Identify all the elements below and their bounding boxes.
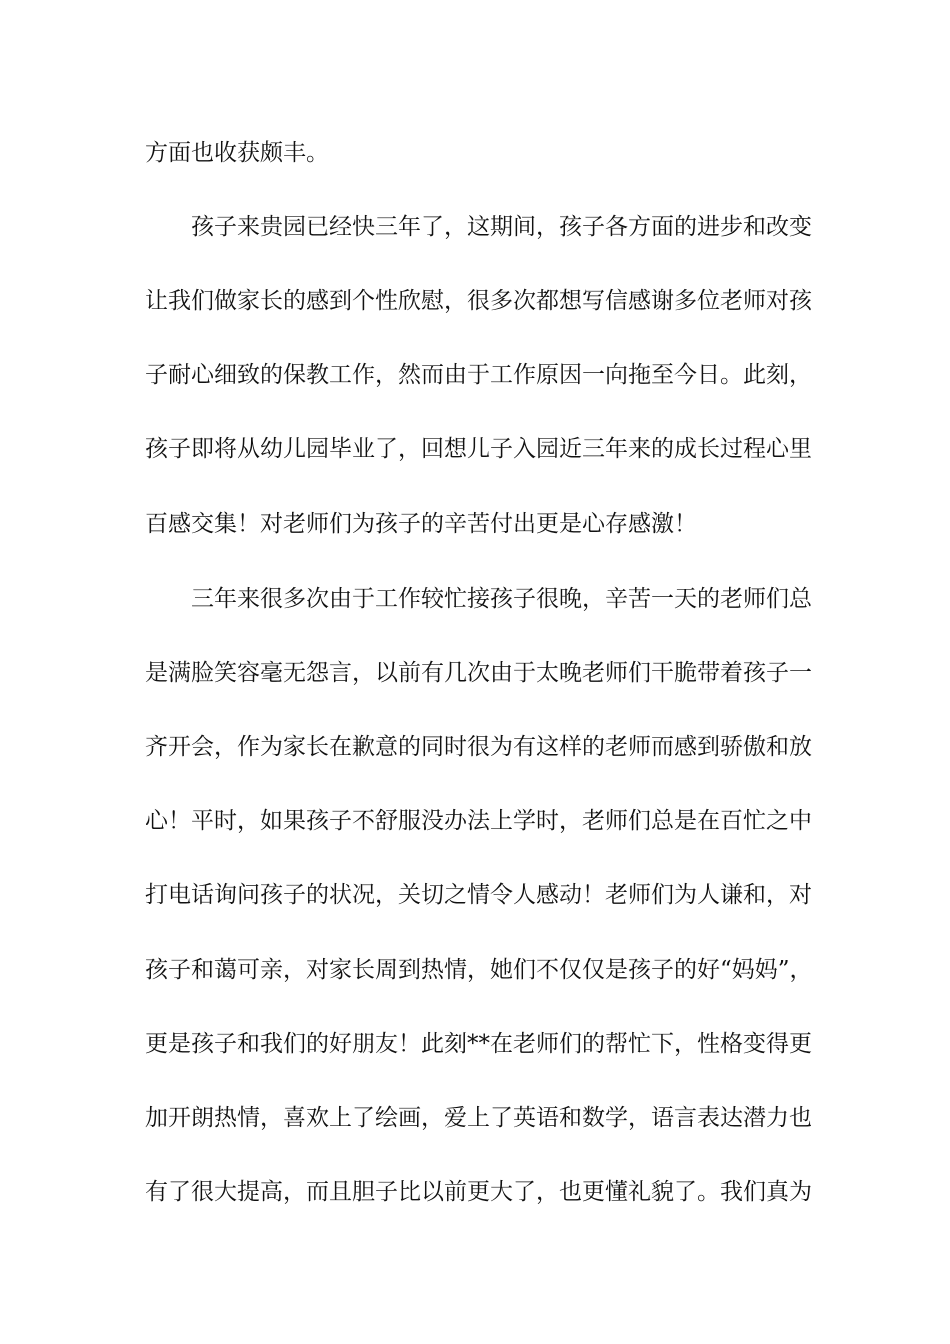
paragraph-line: 齐开会，作为家长在歉意的同时很为有这样的老师而感到骄傲和放	[145, 734, 812, 760]
paragraph-line: 打电话询问孩子的状况，关切之情令人感动！老师们为人谦和，对	[145, 882, 812, 908]
paragraph-line: 心！平时，如果孩子不舒服没办法上学时，老师们总是在百忙之中	[145, 808, 812, 834]
paragraph-line: 三年来很多次由于工作较忙接孩子很晚，辛苦一天的老师们总	[191, 586, 812, 612]
paragraph-line: 子耐心细致的保教工作，然而由于工作原因一向拖至今日。此刻，	[145, 362, 812, 388]
paragraph-line: 加开朗热情，喜欢上了绘画，爱上了英语和数学，语言表达潜力也	[145, 1105, 812, 1131]
paragraph-line: 孩子即将从幼儿园毕业了，回想儿子入园近三年来的成长过程心里	[145, 436, 812, 462]
paragraph-line: 有了很大提高，而且胆子比以前更大了，也更懂礼貌了。我们真为	[145, 1179, 812, 1205]
paragraph-line: 更是孩子和我们的好朋友！此刻**在老师们的帮忙下，性格变得更	[145, 1031, 812, 1057]
paragraph-line: 是满脸笑容毫无怨言，以前有几次由于太晚老师们干脆带着孩子一	[145, 660, 812, 686]
paragraph-line: 让我们做家长的感到个性欣慰，很多次都想写信感谢多位老师对孩	[145, 288, 812, 314]
paragraph-line: 百感交集！对老师们为孩子的辛苦付出更是心存感激！	[145, 511, 697, 537]
paragraph-line: 孩子来贵园已经快三年了，这期间，孩子各方面的进步和改变	[191, 214, 812, 240]
paragraph-line: 方面也收获颇丰。	[145, 140, 329, 166]
paragraph-line: 孩子和蔼可亲，对家长周到热情，她们不仅仅是孩子的好“妈妈”，	[145, 957, 813, 983]
